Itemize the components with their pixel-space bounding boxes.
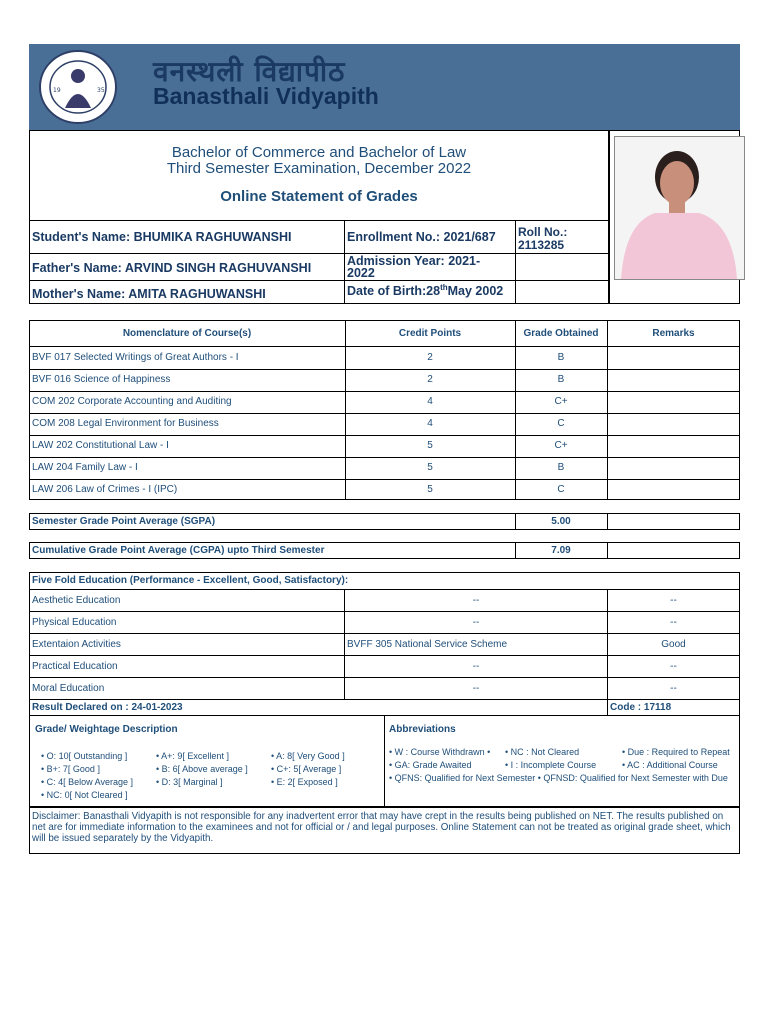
course-name: COM 208 Legal Environment for Business [32,418,219,429]
grade-desc-col2: • A+: 9[ Excellent ] • B: 6[ Above average ] • D: 3[ Marginal ] [156,751,248,787]
five-fold-detail: -- [472,683,480,694]
five-fold-detail: BVFF 305 National Service Scheme [347,639,508,650]
course-credits: 2 [427,374,433,385]
course-name: LAW 206 Law of Crimes - I (IPC) [32,484,178,495]
abbr-additional: • AC : Additional Course [622,760,718,770]
svg-text:19: 19 [53,87,61,94]
enrollment-number: Enrollment No.: 2021/687 [347,230,496,244]
abbreviations-title: Abbreviations [389,724,456,735]
grade-desc-col3: • A: 8[ Very Good ] • C+: 5[ Average ] • E: 2[ Exposed ] [271,751,345,787]
col-header-remarks: Remarks [652,328,695,339]
statement-title: Online Statement of Grades [220,188,418,205]
course-credits: 5 [427,484,433,495]
roll-label: Roll No.: [518,225,568,239]
abbr-incomplete: • I : Incomplete Course [505,760,597,770]
five-fold-name: Practical Education [32,661,118,672]
result-code: Code : 17118 [610,702,672,713]
mother-name: Mother's Name: AMITA RAGHUWANSHI [32,287,266,301]
course-credits: 4 [427,418,433,429]
five-fold-title: Five Fold Education (Performance - Excellent, Good, Satisfactory): [32,575,349,586]
grade-desc-col1: • O: 10[ Outstanding ] • B+: 7[ Good ] • C: 4[ Below Average ] • NC: 0[ Not Cleared ] [41,751,134,800]
abbr-grade-awaited: • GA: Grade Awaited [389,760,472,770]
admission-year-line1: Admission Year: 2021- [347,254,481,268]
five-fold-grade: -- [670,683,677,694]
course-grade: C+ [554,440,568,451]
student-name: Student's Name: BHUMIKA RAGHUWANSHI [32,230,292,244]
courses-table [29,320,740,500]
abbr-due: • Due : Required to Repeat [622,747,730,757]
header-banner [29,44,740,130]
five-fold-name: Moral Education [32,683,105,694]
institution-name-hindi: वनस्थली विद्यापीठ [153,55,346,88]
cgpa-label: Cumulative Grade Point Average (CGPA) upto Third Semester [32,545,325,556]
course-credits: 5 [427,462,433,473]
five-fold-grade: -- [670,661,677,672]
abbr-withdrawn: • W : Course Withdrawn • [389,747,491,757]
five-fold-name: Extentaion Activities [32,639,121,650]
course-grade: C [557,484,565,495]
course-name: LAW 202 Constitutional Law - I [32,440,169,451]
col-header-course: Nomenclature of Course(s) [122,328,252,339]
course-grade: B [557,462,565,473]
programme-title: Bachelor of Commerce and Bachelor of Law [171,144,467,161]
five-fold-name: Aesthetic Education [32,595,121,606]
svg-text:35: 35 [97,87,105,94]
date-of-birth: Date of Birth:28thMay 2002 [347,283,504,299]
result-declared: Result Declared on : 24-01-2023 [32,702,183,713]
grade-desc-title: Grade/ Weightage Description [35,724,178,735]
five-fold-detail: -- [472,595,480,606]
abbr-qualified: • QFNS: Qualified for Next Semester • QFNSD: Qualified for Next Semester with Due [389,773,728,783]
course-grade: C+ [554,396,568,407]
admission-year-line2: 2022 [347,266,375,280]
course-name: LAW 204 Family Law - I [32,462,138,473]
five-fold-grade: -- [670,595,677,606]
five-fold-detail: -- [472,661,480,672]
five-fold-name: Physical Education [32,617,117,628]
sgpa-value: 5.00 [551,516,571,527]
course-credits: 4 [427,396,433,407]
examination-title: Third Semester Examination, December 2022 [166,160,472,177]
institution-name-english: Banasthali Vidyapith [153,83,379,109]
course-credits: 5 [427,440,433,451]
disclaimer-text: Disclaimer: Banasthali Vidyapith is not responsible for any inadvertent error that may have crept in the results being published on NET. The results published on net are for immediate information to the examinees and not for official or / and legal purposes. Online Statement can not be treated as original grade sheet, which will be issued separately by the Vidyapith. [32,811,731,844]
course-name: BVF 016 Science of Happiness [32,374,171,385]
sgpa-label: Semester Grade Point Average (SGPA) [32,516,216,527]
course-grade: B [557,352,565,363]
five-fold-grade: -- [670,617,677,628]
col-header-grade: Grade Obtained [523,328,599,339]
father-name: Father's Name: ARVIND SINGH RAGHUVANSHI [32,261,312,275]
five-fold-grade: Good [661,639,686,650]
student-photo [614,136,745,280]
col-header-credits: Credit Points [398,328,462,339]
abbr-not-cleared: • NC : Not Cleared [505,747,580,757]
course-name: BVF 017 Selected Writings of Great Authors - I [32,352,239,363]
cgpa-value: 7.09 [551,545,571,556]
course-grade: C [557,418,565,429]
course-grade: B [557,374,565,385]
five-fold-detail: -- [472,617,480,628]
course-credits: 2 [427,352,433,363]
roll-number: 2113285 [518,238,565,252]
university-logo [39,50,117,124]
course-name: COM 202 Corporate Accounting and Auditing [32,396,232,407]
